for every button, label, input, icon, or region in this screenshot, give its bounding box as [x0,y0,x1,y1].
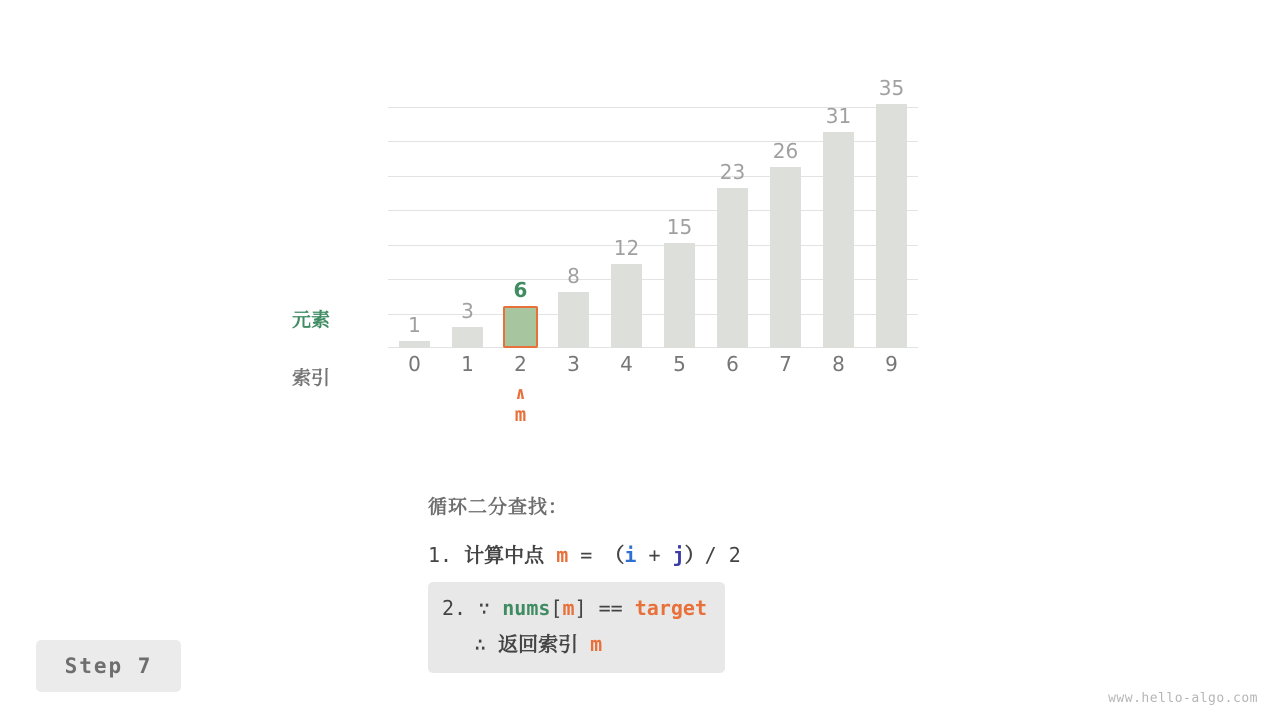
bar-value-label: 12 [613,236,640,260]
token-rparen: ） [684,543,705,567]
token-target: target [634,596,707,620]
token-slash: / [704,543,717,567]
index-label: 7 [779,352,792,376]
bar-slot [812,90,865,348]
step-1-number: 1. [428,543,453,567]
step-2-number: 2. [442,596,467,620]
index-label: 4 [620,352,633,376]
token-rbracket: ] [574,596,587,620]
bar-value-label: 3 [461,299,474,323]
bar-slot [759,90,812,348]
because-symbol: ∵ [478,596,491,620]
step-2-box [428,582,725,673]
token-eqeq: == [598,596,623,620]
bar [452,327,483,348]
bar [664,243,695,348]
step-2-line-1 [442,596,707,620]
bar [717,188,748,348]
token-two: 2 [728,543,741,567]
token-plus: + [648,543,661,567]
index-label: 9 [885,352,898,376]
index-label: 6 [726,352,739,376]
token-j: j [672,543,685,567]
bar [876,104,907,348]
bar [611,264,642,348]
pointer-caret-icon: ∧ [515,384,526,404]
bar [399,341,430,348]
bar-series [388,76,918,348]
step-1-line [428,539,948,568]
token-i: i [624,543,637,567]
bar [558,292,589,348]
token-lparen: （ [604,543,625,567]
caption: 循环二分查找： [428,496,569,518]
bar-value-label: 1 [408,313,421,337]
bar-slot [865,90,918,348]
bar-value-label: 31 [825,104,852,128]
bar [823,132,854,348]
bar-highlighted [503,306,538,348]
index-label: 5 [673,352,686,376]
bar-value-label: 6 [513,278,528,302]
axis-label-elements: 元素 [291,309,330,331]
bar-slot [547,90,600,348]
pointer-m [494,386,547,427]
token-nums: nums [502,596,551,620]
plot-region [388,76,918,348]
index-label: 3 [567,352,580,376]
binary-search-chart [291,76,940,426]
token-lbracket: [ [550,596,563,620]
index-label: 1 [461,352,474,376]
step-badge: Step 7 [36,640,181,692]
bar-value-label: 8 [567,264,580,288]
step-2-text: 返回索引 [498,632,579,656]
step-1-text: 计算中点 [464,543,545,567]
index-axis [388,352,918,382]
token-m: m [556,543,569,567]
index-label: 0 [408,352,421,376]
bar-slot [706,90,759,348]
pointer-label: m [514,404,527,426]
explanation-block [428,492,948,673]
index-label: 8 [832,352,845,376]
bar-slot [388,90,441,348]
bar-value-label: 23 [719,160,746,184]
token-m-index: m [562,596,575,620]
bar [770,167,801,348]
index-label: 2 [514,352,527,376]
therefore-symbol: ∴ [474,632,487,656]
bar-value-label: 35 [878,76,905,100]
watermark: www.hello-algo.com [1108,691,1258,706]
bar-slot [600,90,653,348]
step-2-line-2 [442,628,707,657]
token-m-result: m [590,632,603,656]
token-equals: = [580,543,593,567]
bar-slot [494,90,547,348]
bar-value-label: 15 [666,215,693,239]
bar-value-label: 26 [772,139,799,163]
axis-label-index: 索引 [291,367,330,389]
